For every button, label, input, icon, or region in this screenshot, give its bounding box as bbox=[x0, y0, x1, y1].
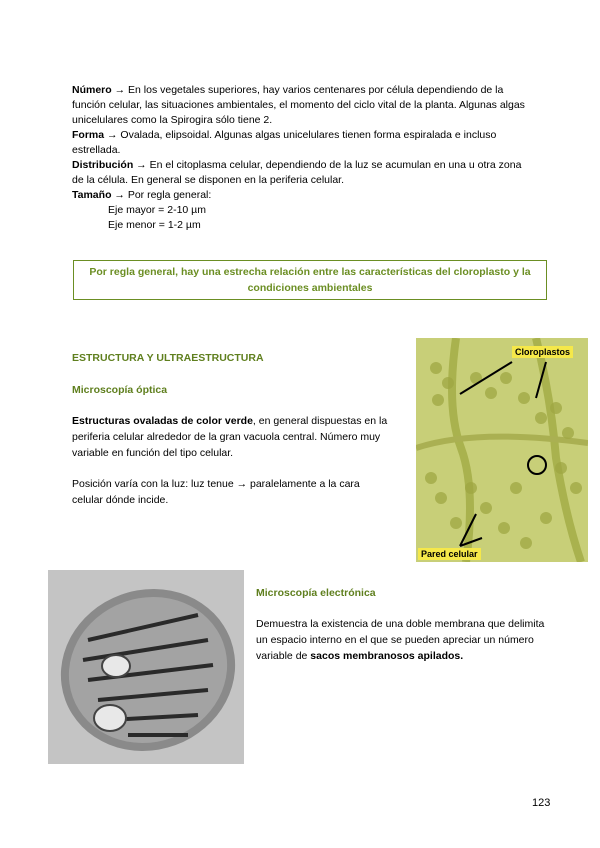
distribucion-text: → En el citoplasma celular, dependiendo de la luz se acumulan en una u otra zona de la célula. En general se disponen en la periferia celular. bbox=[72, 159, 522, 186]
eje-mayor: Eje mayor = 2-10 µm bbox=[108, 204, 206, 216]
optica-bold: Estructuras ovaladas de color verde bbox=[72, 415, 253, 427]
eje-menor: Eje menor = 1-2 µm bbox=[108, 219, 201, 231]
top-paragraphs bbox=[72, 83, 532, 233]
micrograph-drawing bbox=[416, 338, 588, 562]
numero-label: Número bbox=[72, 84, 112, 96]
tamano-paragraph bbox=[72, 188, 532, 203]
em-drawing bbox=[48, 570, 244, 764]
tamano-label: Tamaño bbox=[72, 189, 112, 201]
electronica-text: Demuestra la existencia de una doble membrana que delimita un espacio interno en el que se pueden apreciar un número variable de bbox=[256, 618, 545, 662]
optica-paragraph bbox=[72, 413, 397, 461]
subheading-optica: Microscopía óptica bbox=[72, 384, 168, 396]
callout-box: Por regla general, hay una estrecha relación entre las características del cloroplasto y la condiciones ambientales bbox=[73, 260, 547, 300]
label-cloroplastos: Cloroplastos bbox=[512, 346, 573, 358]
electronica-bold: sacos membranosos apilados. bbox=[310, 650, 464, 662]
light-micrograph bbox=[416, 338, 588, 562]
forma-paragraph bbox=[72, 128, 532, 158]
numero-text: → En los vegetales superiores, hay varios centenares por célula dependiendo de la función celular, las situaciones ambientales, el momento del ciclo vital de la planta. Algunas algas unicelulares como la Spirogira sólo tiene 2. bbox=[72, 84, 525, 126]
distribucion-paragraph bbox=[72, 158, 532, 188]
electronica-paragraph bbox=[256, 616, 556, 664]
distribucion-label: Distribución bbox=[72, 159, 134, 171]
section-title: ESTRUCTURA Y ULTRAESTRUCTURA bbox=[72, 352, 264, 364]
forma-text: → Ovalada, elipsoidal. Algunas algas unicelulares tienen forma espiralada e incluso estrellada. bbox=[72, 129, 497, 156]
page-number: 123 bbox=[532, 797, 551, 809]
subheading-electronica: Microscopía electrónica bbox=[256, 587, 376, 599]
label-pared-celular: Pared celular bbox=[418, 548, 481, 560]
tamano-text: → Por regla general: bbox=[111, 189, 212, 201]
optica-paragraph-2: Posición varía con la luz: luz tenue → paralelamente a la cara celular dónde incide. bbox=[72, 478, 360, 506]
forma-label: Forma bbox=[72, 129, 105, 141]
numero-paragraph bbox=[72, 83, 532, 128]
electron-micrograph bbox=[48, 570, 244, 764]
optica-text: , en general dispuestas en la periferia celular alrededor de la gran vacuola central. Número muy variable en función del tipo celular. bbox=[72, 415, 388, 459]
